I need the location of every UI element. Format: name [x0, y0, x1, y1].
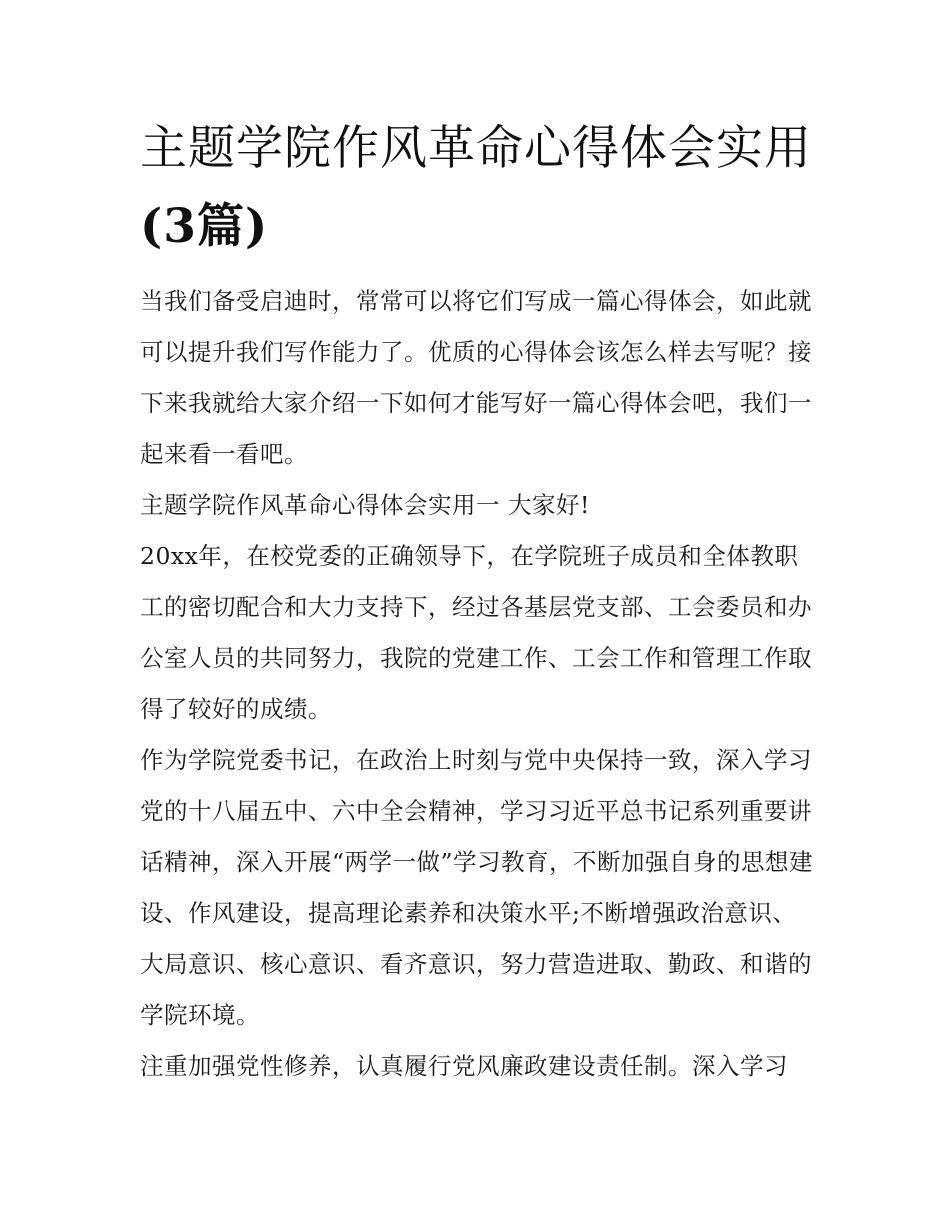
body-paragraph: 20xx年，在校党委的正确领导下，在学院班子成员和全体教职工的密切配合和大力支持下，经过各基层党支部、工会委员和办公室人员的共同努力，我院的党建工作、工会工作和管理工作取得了较好的成绩。 — [140, 542, 812, 723]
section-heading-paragraph: 主题学院作风革命心得体会实用一 大家好! — [140, 491, 590, 519]
intro-paragraph: 当我们备受启迪时，常常可以将它们写成一篇心得体会，如此就可以提升我们写作能力了。优质的心得体会该怎么样去写呢？接下来我就给大家介绍一下如何才能写好一篇心得体会吧，我们一起来看一看吧。 — [140, 287, 812, 468]
body-paragraph: 作为学院党委书记，在政治上时刻与党中央保持一致，深入学习党的十八届五中、六中全会精神，学习习近平总书记系列重要讲话精神，深入开展“两学一做”学习教育，不断加强自身的思想建设、作风建设，提高理论素养和决策水平;不断增强政治意识、大局意识、核心意识、看齐意识，努力营造进取、勤政、和谐的学院环境。 — [140, 746, 814, 1029]
document-body — [140, 110, 820, 1092]
body-paragraph: 注重加强党性修养，认真履行党风廉政建设责任制。深入学习 — [140, 1052, 788, 1080]
document-title — [140, 110, 820, 266]
title-suffix: (3篇) — [140, 199, 269, 254]
title-main: 主题学院作风革命心得体会实用 — [140, 121, 812, 176]
